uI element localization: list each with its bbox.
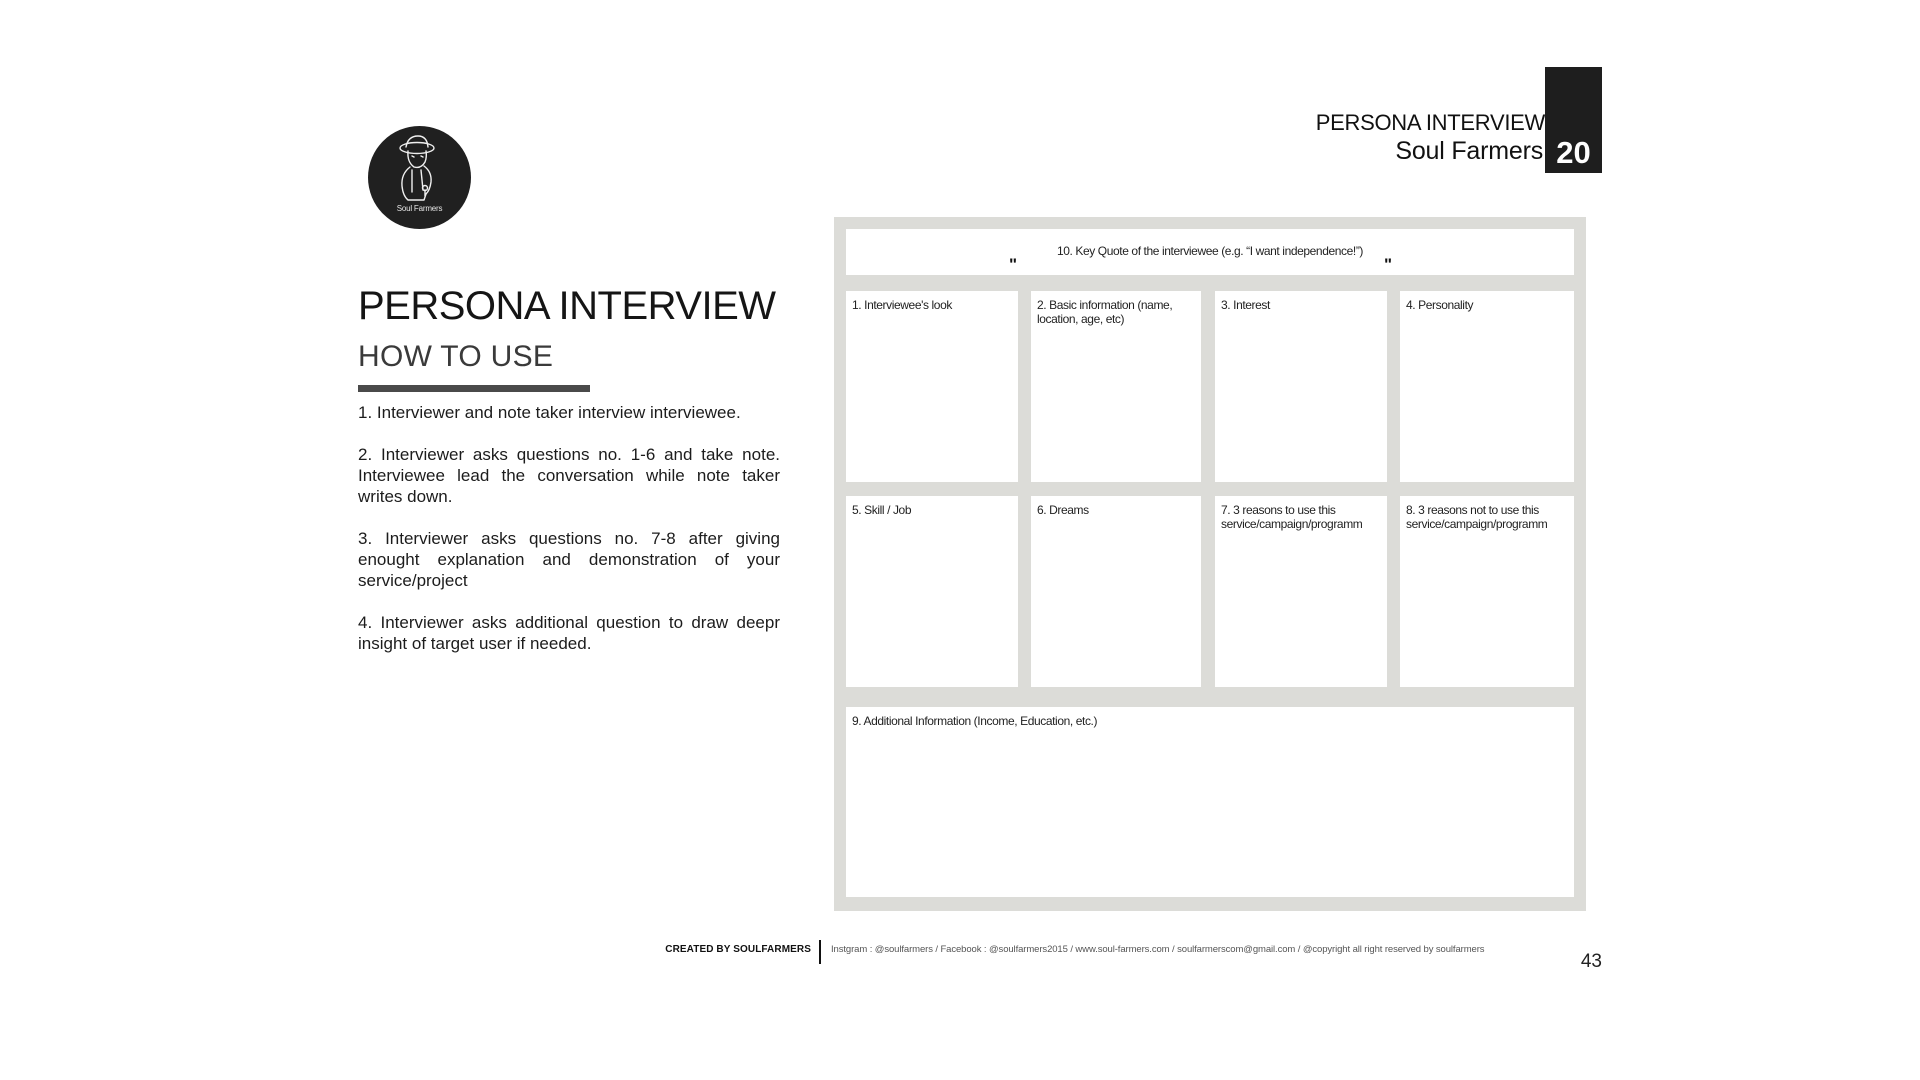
- open-quote-mark: ": [1009, 255, 1018, 274]
- footer-links: Instgram : @soulfarmers / Facebook : @soulfarmers2015 / www.soul-farmers.com / soulfarmerscom@gmail.com / @copyright all right reserved by soulfarmers: [831, 944, 1485, 955]
- cell-label: 5. Skill / Job: [852, 503, 912, 517]
- cell-label: 8. 3 reasons not to use this service/campaign/programm: [1406, 503, 1548, 531]
- cell-reasons-to-use: [1215, 496, 1387, 687]
- key-quote-box: [846, 229, 1574, 275]
- cell-label: 9. Additional Information (Income, Education, etc.): [852, 714, 1098, 728]
- cell-label: 2. Basic information (name, location, age, etc): [1037, 298, 1173, 326]
- cell-label: 4. Personality: [1406, 298, 1474, 312]
- instruction-step: 4. Interviewer asks additional question to draw deepr insight of target user if needed.: [358, 613, 780, 653]
- page-title: PERSONA INTERVIEW: [358, 284, 776, 328]
- header: [1300, 67, 1602, 173]
- footer-credit: CREATED BY SOULFARMERS: [665, 944, 811, 955]
- farmer-hat-icon: [368, 126, 471, 229]
- cell-basic-information: [1031, 291, 1201, 482]
- key-quote-label: 10. Key Quote of the interviewee (e.g. “I want independence!”): [1056, 244, 1364, 258]
- cell-label: 1. Interviewee's look: [852, 298, 952, 312]
- close-quote-mark: ": [1384, 255, 1393, 274]
- page-number: 43: [1580, 951, 1602, 972]
- cell-interviewee-look: [846, 291, 1018, 482]
- instruction-step: 2. Interviewer asks questions no. 1-6 and take note. Interviewee lead the conversation while note taker writes down.: [358, 445, 780, 506]
- persona-form: [834, 217, 1586, 911]
- header-brand: Soul Farmers: [1395, 137, 1543, 165]
- logo-text: Soul Farmers: [396, 204, 443, 213]
- footer: [0, 940, 1920, 970]
- header-title: PERSONA INTERVIEW: [1315, 110, 1545, 135]
- instruction-step: 3. Interviewer asks questions no. 7-8 after giving enought explanation and demonstration of your service/project: [358, 529, 780, 590]
- cell-label: 7. 3 reasons to use this service/campaign/programm: [1221, 503, 1363, 531]
- cell-label: 6. Dreams: [1037, 503, 1089, 517]
- page-subtitle: HOW TO USE: [358, 340, 554, 373]
- cell-label: 3. Interest: [1221, 298, 1270, 312]
- cell-dreams: [1031, 496, 1201, 687]
- soul-farmers-logo: [368, 126, 471, 229]
- title-underline: [358, 385, 590, 392]
- cell-interest: [1215, 291, 1387, 482]
- chapter-number: 20: [1556, 135, 1591, 170]
- cell-skill-job: [846, 496, 1018, 687]
- chapter-badge: [1545, 67, 1602, 173]
- cell-personality: [1400, 291, 1574, 482]
- instructions-list: [358, 402, 780, 675]
- cell-reasons-not-to-use: [1400, 496, 1574, 687]
- cell-additional-information: [846, 707, 1574, 897]
- footer-divider: [819, 940, 821, 964]
- instruction-step: 1. Interviewer and note taker interview interviewee.: [358, 403, 741, 422]
